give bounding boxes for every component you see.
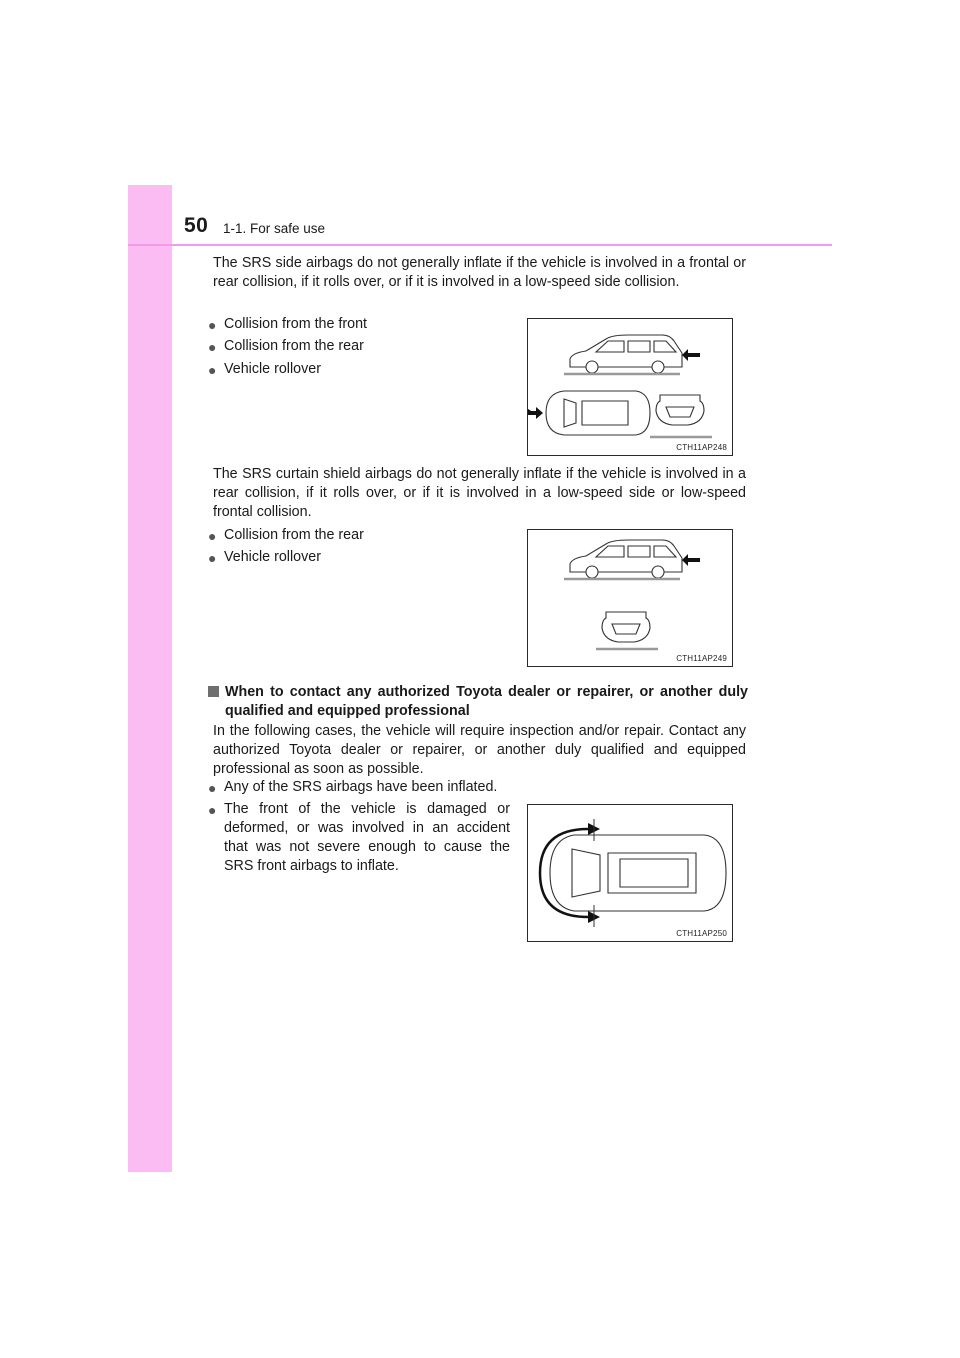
contact-section-heading: When to contact any authorized Toyota dealer or repairer, or another duly qualified and equipped professional <box>208 683 748 721</box>
bullet-icon: ● <box>208 317 217 333</box>
side-airbag-collision-illustration <box>527 318 733 456</box>
chapter-side-band <box>128 185 172 1172</box>
list-item: ● The front of the vehicle is damaged or deformed, or was involved in an accident that was not severe enough to cause the SRS front airbags to inflate. <box>208 801 510 874</box>
list-item: ● Vehicle rollover <box>208 361 321 378</box>
side-airbags-intro: The SRS side airbags do not generally inflate if the vehicle is involved in a frontal or rear collision, if it rolls over, or if it is involved in a low-speed side collision. <box>213 255 746 290</box>
bullet-icon: ● <box>208 362 217 378</box>
curtain-airbags-intro: The SRS curtain shield airbags do not generally inflate if the vehicle is involved in a rear collision, if it rolls over, or if it is involved in a low-speed side or low-speed frontal collision. <box>213 466 746 520</box>
list-item: ● Collision from the front <box>208 316 368 333</box>
front-damage-area-illustration <box>527 804 733 942</box>
bullet-icon: ● <box>208 802 217 818</box>
list-item: ● Collision from the rear <box>208 527 364 544</box>
bullet-icon: ● <box>208 550 217 566</box>
bullet-icon: ● <box>208 339 217 355</box>
figure-code: CTH11AP250 <box>676 929 727 938</box>
list-item: ● Vehicle rollover <box>208 549 321 566</box>
contact-section-body: In the following cases, the vehicle will require inspection and/or repair. Contact any authorized Toyota dealer or repairer, or another duly qualified and equipped professional as soon as possible. <box>213 723 746 777</box>
figure-code: CTH11AP248 <box>676 443 727 452</box>
figure-code: CTH11AP249 <box>676 654 727 663</box>
list-item: ● Collision from the rear <box>208 338 364 355</box>
header-rule <box>128 244 832 246</box>
list-item: ● Any of the SRS airbags have been inflated. <box>208 779 498 796</box>
section-marker-icon <box>208 686 219 697</box>
bullet-icon: ● <box>208 528 217 544</box>
section-title: 1-1. For safe use <box>223 221 326 236</box>
bullet-icon: ● <box>208 780 217 796</box>
page-number: 50 <box>184 214 209 237</box>
curtain-airbag-collision-illustration <box>527 529 733 667</box>
